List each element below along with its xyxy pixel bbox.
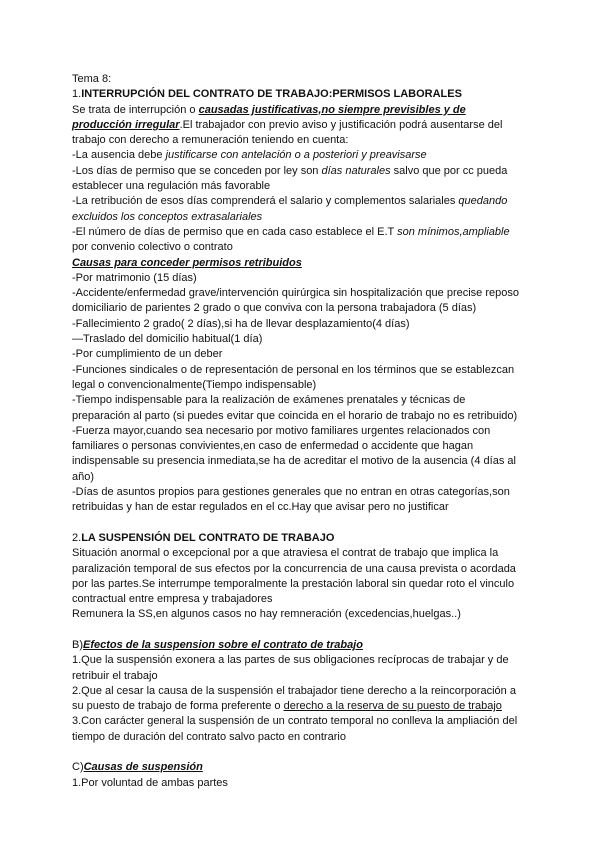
text-run: -Los días de permiso que se conceden por ley son [72,164,322,177]
section-2-number: 2. [72,531,82,544]
text-run: su puesto de trabajo de forma preferente o [72,700,284,713]
text-run: Se trata de interrupción o [72,103,199,116]
list-item: preparación al parto (si puedes evitar que coincida en el horario de trabajo no es retribuido) [72,409,518,422]
paragraph-line: Situación anormal o excepcional por a que atraviesa el contrat de trabajo que implica la [72,547,499,560]
document-body [72,72,532,791]
section-c-title [72,760,532,775]
bullet-line [72,225,532,240]
paragraph-line: trabajo con derecho a remuneración teniendo en cuenta: [72,134,349,147]
list-item: -Fallecimiento 2 grado( 2 días),si ha de llevar desplazamiento(4 días) [72,317,410,330]
section-b-prefix: B) [72,638,83,651]
text-run: -La ausencia debe [72,149,166,162]
italic-run: días naturales [321,164,391,177]
underlined-run: derecho a la reserva de su puesto de trabajo [283,700,502,713]
list-item: retribuidas y han de estar regulados en el cc.Hay que avisar pero no justificar [72,501,449,514]
list-item: familiares o personas convivientes,en caso de enfermedad o accidente que hagan [72,440,474,453]
bullet-line [72,148,532,163]
list-item [72,699,532,714]
list-item: indispensable su presencia inmediata,se ha de acreditar el motivo de la ausencia (4 días al [72,455,516,468]
paragraph-line [72,103,532,118]
section-1-title-text: INTERRUPCIÓN DEL CONTRATO DE TRABAJO:PERMISOS LABORALES [81,88,462,101]
list-item: -Por cumplimiento de un deber [72,348,223,361]
list-item: -Días de asuntos propios para gestiones generales que no entran en otras categorías,son [72,486,510,499]
list-item: —Traslado del domicilio habitual(1 día) [72,333,263,346]
bullet-line: excluidos los conceptos extrasalariales [72,210,263,223]
italic-run: justificarse con antelación o a posteriori y preavisarse [165,149,427,162]
section-2-title [72,531,532,546]
italic-run: son mínimos,ampliable [397,225,510,238]
section-b-title [72,638,532,653]
list-item: tiempo de duración del contrato salvo pacto en contrario [72,730,346,743]
paragraph-line: por las partes.Se interrumpe temporalmente la prestación laboral sin quedar roto el vinculo [72,577,515,590]
list-item: -Por matrimonio (15 días) [72,271,197,284]
paragraph-line: Remunera la SS,en algunos casos no hay remneración (excedencias,huelgas..) [72,608,461,621]
list-item: legal o convencionalmente(Tiempo indispensable) [72,378,317,391]
paragraph-line [72,118,532,133]
list-item: retribuir el trabajo [72,669,158,682]
section-1-number: 1. [72,88,82,101]
blank-line [72,745,532,760]
section-2-title-text: LA SUSPENSIÓN DEL CONTRATO DE TRABAJO [81,531,335,544]
bullet-line: establecer una regulación más favorable [72,180,271,193]
paragraph-line: paralización temporal de sus efectos por la concurrencia de una causa prevista o acordada [72,562,516,575]
list-item: -Funciones sindicales o de representación de personal en los términos que se establezcan [72,363,515,376]
emphasis-run: causadas justificativas,no siempre previsibles y de [198,103,466,116]
text-run: .El trabajador con previo aviso y justificación podrá ausentarse del [179,118,503,131]
list-item: año) [72,470,95,483]
italic-run: quedando [458,195,508,208]
section-1-title [72,87,532,102]
list-item: -Tiempo indispensable para la realización de exámenes prenatales y técnicas de [72,394,466,407]
bullet-line [72,194,532,209]
text-run: -La retribución de esos días comprenderá el salario y complementos salariales [72,195,459,208]
paragraph-line: contractual entre empresa y trabajadores [72,593,273,606]
list-item: 2.Que al cesar la causa de la suspensión el trabajador tiene derecho a la reincorporación a [72,684,516,697]
list-item: 3.Con carácter general la suspensión de un contrato temporal no conlleva la ampliación del [72,715,518,728]
blank-line [72,623,532,638]
blank-line [72,516,532,531]
bullet-line [72,164,532,179]
topic-heading: Tema 8: [72,73,112,85]
section-c-prefix: C) [72,761,84,774]
list-item: domiciliario de parientes 2 grado o que conviva con la persona trabajadora (5 días) [72,302,477,315]
section-c-title-text: Causas de suspensión [83,761,203,774]
text-run: salvo que por cc pueda [390,164,508,177]
list-item: 1.Que la suspensión exonera a las partes de sus obligaciones recíprocas de trabajar y de [72,654,509,667]
causas-heading: Causas para conceder permisos retribuidos [72,256,302,269]
emphasis-run: producción irregular [72,118,180,131]
list-item: 1.Por voluntad de ambas partes [72,776,228,789]
bullet-line: por convenio colectivo o contrato [72,241,233,254]
list-item: -Fuerza mayor,cuando sea necesario por motivo familiares urgentes relacionados con [72,424,491,437]
text-run: -El número de días de permiso que en cada caso establece el E.T [72,225,398,238]
list-item: -Accidente/enfermedad grave/intervención quirúrgica sin hospitalización que precise reposo [72,287,519,300]
section-b-title-text: Efectos de la suspension sobre el contrato de trabajo [83,638,363,651]
